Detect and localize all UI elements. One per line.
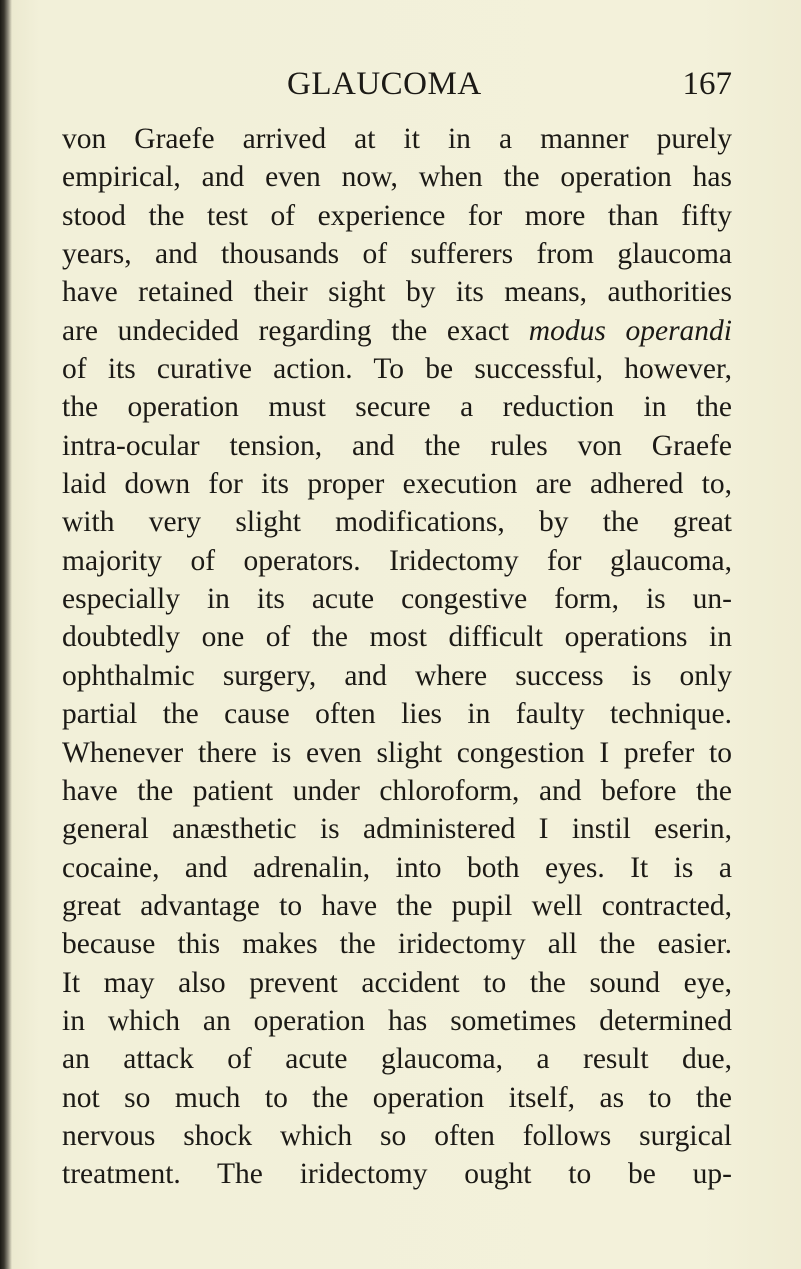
text-line: Whenever there is even slight congestion I prefer to bbox=[62, 736, 732, 769]
body-paragraph bbox=[62, 120, 732, 1194]
text-line: laid down for its proper execution are adhered to, bbox=[62, 468, 732, 501]
text-line bbox=[62, 312, 732, 350]
text-line: partial the cause often lies in faulty technique. bbox=[62, 698, 732, 731]
text-line: because this makes the iridectomy all the easier. bbox=[62, 928, 732, 961]
text-line: intra-ocular tension, and the rules von Graefe bbox=[62, 429, 732, 462]
text-line: doubtedly one of the most difficult operations in bbox=[62, 621, 732, 654]
text-line: stood the test of experience for more than fifty bbox=[62, 199, 732, 232]
text-line: years, and thousands of sufferers from glaucoma bbox=[62, 238, 732, 271]
text-line: majority of operators. Iridectomy for glaucoma, bbox=[62, 544, 732, 577]
text-line: nervous shock which so often follows surgical bbox=[62, 1119, 732, 1152]
text-line: an attack of acute glaucoma, a result due, bbox=[62, 1043, 732, 1076]
text-line: cocaine, and adrenalin, into both eyes. It is a bbox=[62, 851, 732, 884]
text-line: especially in its acute congestive form, is un- bbox=[62, 583, 732, 616]
text-line: It may also prevent accident to the sound eye, bbox=[62, 966, 732, 999]
text-line: treatment. The iridectomy ought to be up- bbox=[62, 1158, 732, 1191]
italic-phrase: modus operandi bbox=[528, 314, 732, 347]
text-line: have retained their sight by its means, authorities bbox=[62, 276, 732, 309]
text-line: in which an operation has sometimes determined bbox=[62, 1004, 732, 1037]
text-line: with very slight modifications, by the great bbox=[62, 506, 732, 539]
text-line: of its curative action. To be successful, however, bbox=[62, 353, 732, 386]
running-head bbox=[62, 62, 732, 106]
text-line: the operation must secure a reduction in the bbox=[62, 391, 732, 424]
page-gutter-shadow bbox=[0, 0, 12, 1269]
running-head-title: GLAUCOMA bbox=[287, 66, 482, 102]
text-line: not so much to the operation itself, as to the bbox=[62, 1081, 732, 1114]
text-line: great advantage to have the pupil well contracted, bbox=[62, 889, 732, 922]
text-line: ophthalmic surgery, and where success is only bbox=[62, 659, 732, 692]
text-line: empirical, and even now, when the operation has bbox=[62, 161, 732, 194]
text-line: have the patient under chloroform, and before the bbox=[62, 774, 732, 807]
text-line-segment: are undecided regarding the exact bbox=[62, 314, 510, 347]
page-number: 167 bbox=[682, 66, 732, 102]
text-line: general anæsthetic is administered I instil eserin, bbox=[62, 813, 732, 846]
text-line: von Graefe arrived at it in a manner purely bbox=[62, 123, 732, 155]
